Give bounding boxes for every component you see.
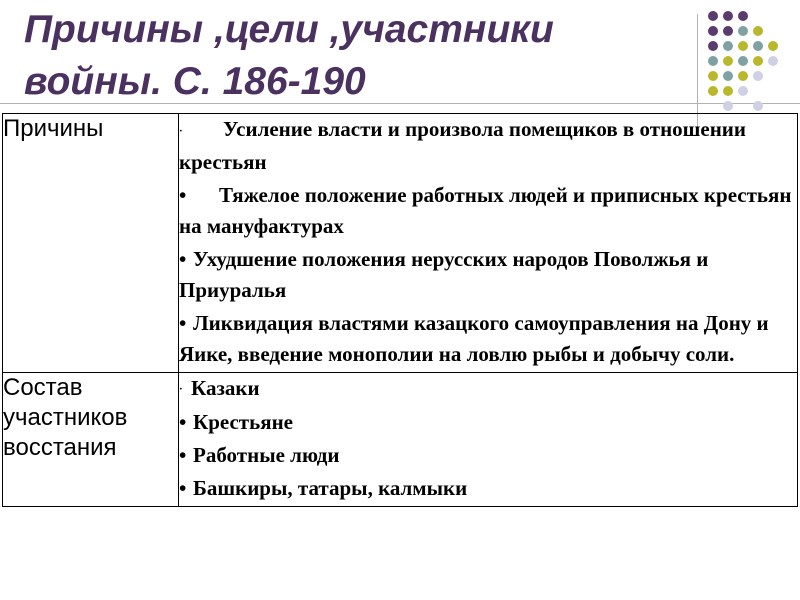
row-label-line: участников [3, 403, 128, 431]
decorative-dot [738, 56, 748, 66]
list-item [179, 407, 797, 438]
decorative-dot [753, 101, 763, 111]
decorative-dot [768, 41, 778, 51]
item-text: Башкиры, татары, калмыки [193, 476, 468, 501]
slide-title [24, 4, 664, 108]
list-item [179, 114, 797, 178]
bullet: • [179, 310, 187, 335]
list-item [179, 473, 797, 504]
list-item [179, 373, 797, 406]
list-item [179, 244, 797, 306]
decorative-horizontal-line [0, 103, 800, 104]
decorative-dot [708, 41, 718, 51]
decorative-dot [723, 101, 733, 111]
title-line-1: Причины ,цели ,участники [24, 8, 554, 51]
decorative-dot [723, 41, 733, 51]
decorative-dot [708, 56, 718, 66]
item-text: Ухудшение положения нерусских народов Поволжья и Приуралья [179, 246, 709, 302]
decorative-dot [708, 86, 718, 96]
decorative-dot [738, 26, 748, 36]
decorative-dot [738, 86, 748, 96]
item-text: Ликвидация властями казацкого самоуправления на Дону и Яике, введение монополии на ловлю рыбы и добычу соли. [179, 310, 769, 366]
decorative-dot [753, 56, 763, 66]
items-cell [179, 114, 798, 373]
content-table [2, 113, 798, 507]
bullet: • [179, 182, 187, 207]
decorative-dot [708, 71, 718, 81]
bullet: • [179, 410, 187, 435]
row-label: Причины [3, 115, 104, 142]
bullet: • [179, 443, 187, 468]
list-item [179, 308, 797, 370]
decorative-dot [738, 11, 748, 21]
item-text: Тяжелое положение работных людей и приписных крестьян на мануфактурах [179, 182, 792, 238]
decorative-dot [738, 41, 748, 51]
item-text: Усиление власти и произвола помещиков в отношении крестьян [179, 117, 747, 174]
bullet: • [179, 476, 187, 501]
table-row-causes [3, 114, 798, 373]
decorative-dot [768, 56, 778, 66]
row-label-line: восстания [3, 433, 117, 461]
decorative-dot [708, 11, 718, 21]
decorative-dot [708, 26, 718, 36]
row-label-cell [3, 114, 179, 373]
row-label-cell [3, 372, 179, 507]
list-item [179, 180, 797, 242]
item-text: Работные люди [193, 443, 340, 468]
item-text: Крестьяне [193, 410, 294, 435]
decorative-dot [753, 41, 763, 51]
decorative-dot [753, 26, 763, 36]
decorative-dot [738, 71, 748, 81]
title-line-2: войны. С. 186-190 [24, 60, 366, 103]
list-item [179, 440, 797, 471]
bullet: · [179, 383, 183, 396]
decorative-dot [753, 71, 763, 81]
decorative-dot [723, 11, 733, 21]
decorative-dot [723, 26, 733, 36]
items-cell [179, 372, 798, 507]
bullet: • [179, 246, 187, 271]
decorative-dot [723, 86, 733, 96]
row-label-line: Состав [3, 373, 83, 401]
decorative-dot [723, 71, 733, 81]
decorative-dot [723, 56, 733, 66]
item-text: Казаки [191, 375, 260, 400]
table-row-participants [3, 372, 798, 507]
bullet: · [179, 124, 183, 137]
